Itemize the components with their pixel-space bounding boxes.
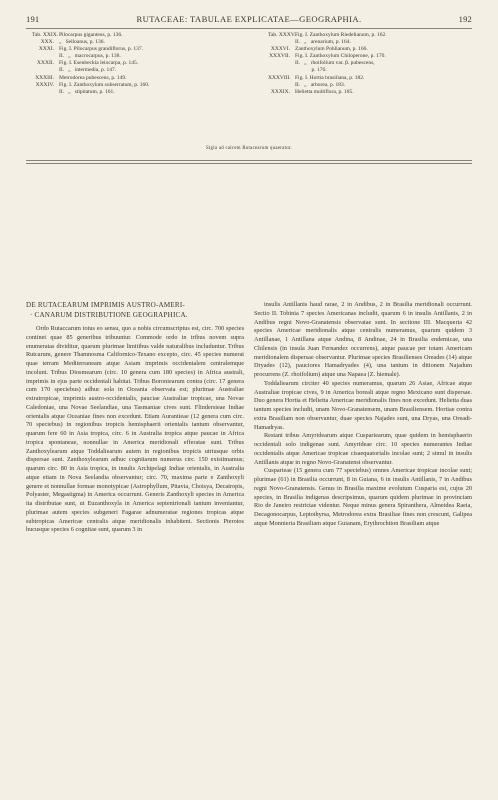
plate-description: Pilocarpus giganteus, p. 136. — [59, 32, 123, 38]
plate-description: Zanthoxylum Pohlianum, p. 166. — [295, 46, 368, 53]
plate-entry — [268, 46, 458, 53]
plate-number: XXXII. — [37, 60, 54, 67]
plate-number: XXXIV. — [35, 81, 54, 88]
plate-entry — [32, 53, 237, 60]
section-title-line-2: · CANARUM DISTRIBUTIONE GEOGRAPHICA. — [30, 310, 188, 319]
plate-description: „ Selloanus, p. 136. — [59, 39, 105, 46]
plate-entry — [32, 60, 237, 67]
plate-entry — [32, 67, 237, 74]
section-title — [26, 301, 244, 320]
plate-description: II. „ arborea, p. 183. — [295, 81, 346, 88]
plate-description: II. „ arenarium, p. 164. — [295, 39, 351, 46]
plate-number: XXX. — [40, 39, 54, 46]
plate-entry — [32, 75, 237, 82]
plate-entry — [32, 89, 237, 96]
plate-number: Tab. XXXV. — [268, 32, 296, 38]
text-column-left — [26, 325, 244, 785]
page-number-right: 192 — [458, 14, 472, 24]
plates-list-left — [32, 32, 237, 96]
running-title: RUTACEAE: TABULAE EXPLICATAE—GEOGRAPHIA. — [136, 14, 362, 24]
plate-description: II. „ macrocarpus, p. 138. — [59, 53, 121, 60]
plates-list-right — [268, 32, 458, 96]
plate-entry — [268, 82, 458, 89]
plate-number: Tab. XXIX. — [32, 32, 59, 38]
plate-description: II. „ stipitatum, p. 161. — [59, 88, 115, 95]
plate-number: XXXIX. — [270, 88, 290, 95]
plate-entry — [268, 32, 458, 39]
plate-number: XXXVIII. — [268, 74, 291, 81]
plate-entry — [268, 89, 458, 96]
plates-note: Sigla ad calcem Rutacearum quaeratur. — [205, 146, 293, 151]
plate-entry — [268, 60, 458, 67]
plate-description: p. 176. — [295, 67, 327, 74]
text-column-right — [254, 301, 472, 791]
paragraph: Cusparieae (15 genera cum 77 speciebus) omnes Americae tropicae incolae sunt; plurimae (61) in Brasilia occurrunt, 8 in Guiana, 6 in insulis Antillanis, 7 in Andibus regni Novo-Granatensis. Genus in Brasilia maxime evolutum Cusparia est, cujus 20 species, in Brasilia indigenas descripsimus, quarum quidem plurimae in provinciam Rio de Janeiro restrictae videntur. Neque minus genera Spiranthera, Almeidea Raeia, Decagonocarpus, Leptothyrsa, Metrodorea extra Brasiliae fines non crescunt, Galipea atque Monnieria Brasiliam atque Guianam, Erythrochiton Brasiliam atque — [254, 467, 472, 527]
paragraph: insulis Antillanis haud rarae, 2 in Andibus, 2 in Brasilia meridionali occurrunt. Sectio II. Tobinia 7 species Americanas includit, quarum 6 in insulis Antillanis, 2 in Andibus regni Novo-Granatensis observatae sunt. In sectione III. Macqueria 42 species Americae meridionalis atque centralis numeramus, quarum quidem 3 Antillanae, 1 Antillana atque Andina, 8 Andinae, 24 in Brasilia endemicae, una Chilensis (in insula Juan Fernandez occurrens), atque paucae per totam Americam meridionalem dispersae observantur. Plurimae species Brasilienses Oreades (14) atque Dryades (12), pauciores Hamadryades (4), una tantum in ditionem Najadum procurrens (Z. rhoifolium) atque una Napaea (Z. hiemale). — [254, 301, 472, 378]
plate-entry — [32, 32, 237, 39]
paragraph: Toddaliearum circiter 40 species numeramus, quarum 26 Asiae, Africae atque Australiae tropicae cives, 9 in America boreali atque regno Mexicano sunt dispersae. Duo genera Hortia et Helietta Americae meridionalis fines non excedunt. Helietta duas tantum species includit, unam Novo-Granatensem, unam Brasiliensem. Hortiae contra extra Brasiliam non observantur, duae species Najades sunt, una Dryas, una Oreadi-Hamadryas. — [254, 379, 472, 431]
plate-entry — [268, 39, 458, 46]
section-rule — [26, 160, 472, 161]
page-number-left: 191 — [26, 14, 40, 24]
plate-number: XXXVI. — [270, 46, 290, 53]
plate-entry — [268, 75, 458, 82]
paragraph: Ordo Rutaccarum totus eo sensu, quo a nobis circumscriptus est, circ. 700 species continet quae 85 generibus tribuuntur. Commode ordo in tribus novem supra enumeratas dividitur, quarum plurimae limitibus valde naturalibus includuntur. Tribus Rutcarum, genere Thamnosma Californico-Texano excepto, circ. 45 species numerat quae terram Mediterraneam atque Asiam imprimis occidentalem centralemque incolunt. Tribus Diosmearum (circ. 10 genera cum 180 species) in Africa australi, imprimis in ejus parte occidentali habitat. Tribus Boroniearum contra (circ. 17 genera cum 170 speciebus) adhuc sola in Oceania observata est; plurimae Australiae extratropicae, imprimis austro-occidentalis, pauciae Australiae tropicae, una Novae Caledoniae, una Novae Seelandiae, una Tasmaniae cives sunt. Flindersieae Indiae orientalis atque Oceaniae fines non excedunt. Etiam Aurantieae (12 genera cum circ. 70 speciebus) in regionibus tropicis hemisphaerii orientalis tantum observantur, quarum fere 60 in Asia tropica, circ. 6 in Australia tropica atque paucae in Africa tropica spontaneae, nonnullae in America meridionali efferatae sunt. Tribus Zanthoxylearum atque Toddaliearum autem in regionibus tropicis utriusque orbis dispersae sunt. Zanthoxylearum adhuc cognitarum numerus circ. 150 existimamus; quarum circ. 80 in Asia tropica, in insulis Archipelagi Indiae orientalis, in Australia atque etiam in Nova Seelandia observantur; circ. 70, maxima parte e Zanthoxyli genere et nonnullae formae monotypicae (Astrophyllum, Pitavia, Choisya, Decatropis, Polyaster, Megastigma) in America occurrunt. Generis Zanthoxyli species in America ita distributae sunt, ut Euzanthoxyla in America septentrionali tantum inveniantur, plurimae autem species subgeneri Fagarae adnumeratae regiones tropicas atque subtropicas Americae centralis atque meridionalis inhabitent. Sectionis Pterotos hucusque species 6 cognitae sunt, quarum 3 in — [26, 325, 244, 534]
page-header — [26, 14, 472, 26]
plate-entry — [32, 82, 237, 89]
plate-description: Fig. I. Esenbeckia leiocarpa, p. 145. — [59, 60, 139, 67]
plate-number: XXXVII. — [269, 53, 290, 60]
plate-description: Helietta multiflora, p. 185. — [295, 88, 354, 95]
plate-description: Fig. I. Zanthoxylum Chiloperone, p. 170. — [295, 53, 386, 60]
paragraph: Restant tribus Amyridearum atque Cuspariearum, quae quidem in hemisphaerio occidentali solo indigenae sunt. Amyrideae circ. 10 species numerantes Indiae occidentalis atque Americae tropicae cisaequatorialis incolae sunt; 2 simul in insulis Antillanis atque in regno Novo-Granatensi observantur. — [254, 432, 472, 466]
section-title-line-1: DE RUTACEARUM IMPRIMIS AUSTRO-AMERI- — [26, 301, 185, 309]
plate-description: Metrodorea pubescens, p. 149. — [59, 74, 127, 81]
header-rule — [26, 28, 472, 29]
plate-number: XXXIII. — [35, 74, 54, 81]
plate-entry — [268, 67, 458, 74]
plate-description: II. „ intermedia, p. 147. — [59, 67, 117, 74]
plate-description: Fig. I. Zanthoxylum subserratum, p. 160. — [59, 81, 150, 88]
plate-description: Fig. I. Hortia brasiliana, p. 182. — [295, 74, 365, 81]
plate-description: Fig. I. Zanthoxylum Riedelianum, p. 162. — [295, 32, 387, 38]
section-rule-thin — [26, 163, 472, 164]
plate-entry — [32, 46, 237, 53]
plate-description: II. „ rhoifolium var. β. pubescens, — [295, 60, 375, 67]
plate-description: Fig. I. Pilocarpus grandiflorus, p. 137. — [59, 46, 144, 53]
plate-number: XXXI. — [38, 46, 54, 53]
